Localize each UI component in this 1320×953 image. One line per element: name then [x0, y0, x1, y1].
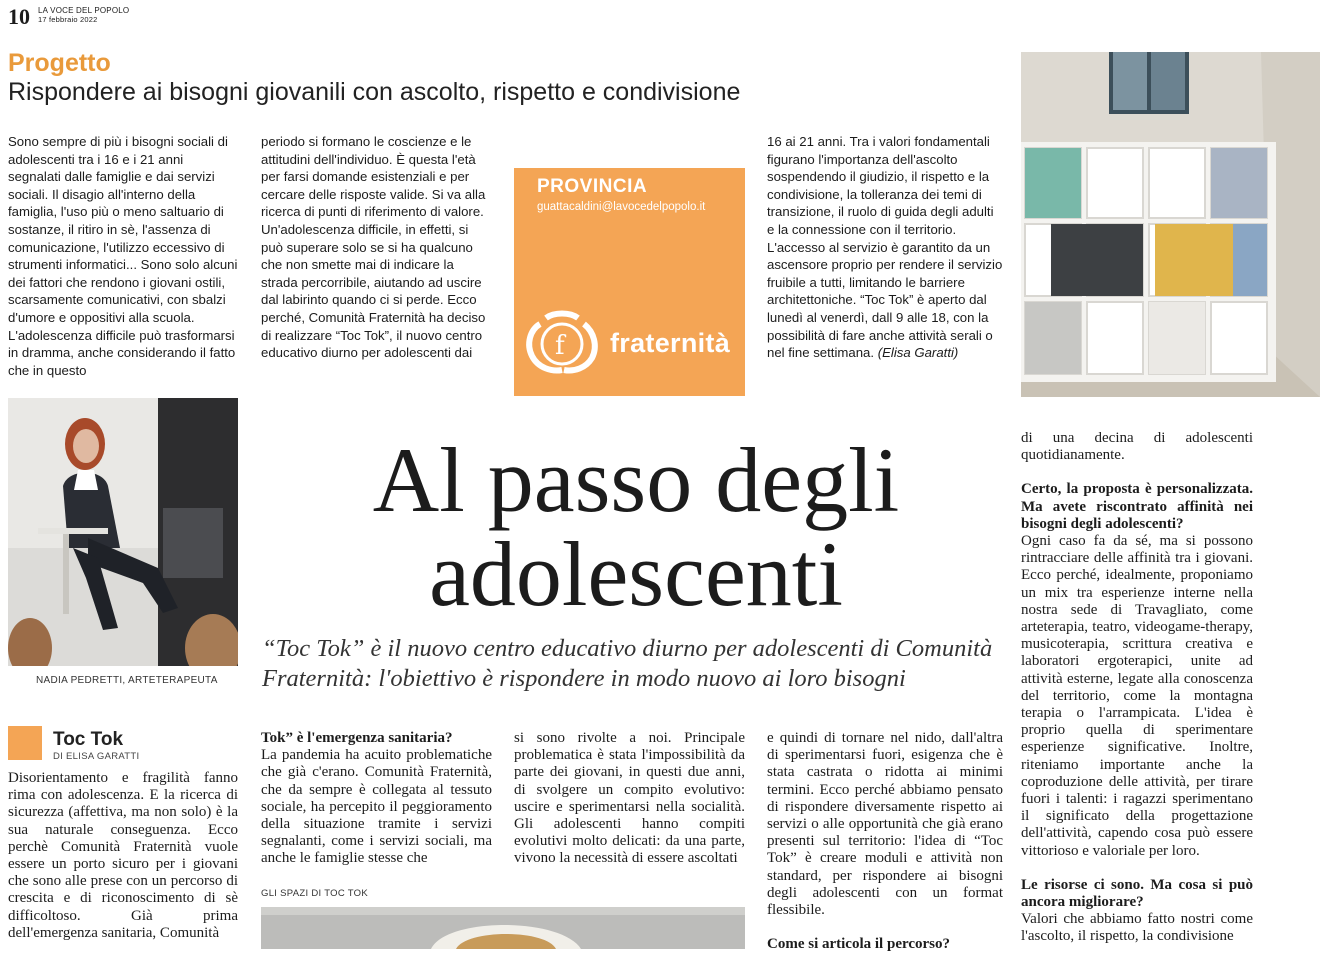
question-improve: Le risorse ci sono. Ma cosa si può ancora migliorare?	[1021, 876, 1253, 911]
publication-name: LA VOCE DEL POPOLO	[38, 6, 130, 15]
portrait-caption: NADIA PEDRETTI, ARTETERAPEUTA	[36, 675, 218, 686]
issue-date: 17 febbraio 2022	[38, 15, 98, 24]
fraternita-logo-icon	[522, 310, 602, 376]
main-headline-line-2: adolescenti	[429, 523, 843, 625]
body-column-1: Disorientamento e fragilità fanno rima con adolescenza. E la ricerca di sicurezza (affettiva, ma non solo) è la sua naturale conseguenza. Ecco perchè Comunità Fraternità vuole essere un porto sicuro per i giovani che sono alle prese con un percorso di crescita e di riconoscimento di sè difficoltoso. Già prima dell'emergenza sanitaria, Comunità	[8, 770, 238, 941]
byline-accent	[8, 726, 42, 760]
question-path: Come si articola il percorso?	[767, 936, 951, 953]
byline-title: Toc Tok	[53, 729, 124, 750]
main-headline-line-1: Al passo degli	[372, 429, 900, 531]
byline-author: DI ELISA GARATTI	[53, 751, 140, 762]
question-affinity: Certo, la proposta è personalizzata. Ma avete riscontrato affinità nei bisogni degli adolescenti?	[1021, 481, 1253, 532]
masthead	[38, 6, 129, 24]
answer-emergency: La pandemia ha acuito problematiche che già c'erano. Comunità Fraternità, che da sempre è collegata al tessuto sociale, ha percepito il peggioramento della situazione tramite i servizi segnalanti, come i servizi sociali, ma anche le famiglie stesse che	[261, 747, 492, 867]
answer-affinity: Ogni caso fa da sé, ma si possono rintracciare delle affinità tra i giovani. Ecco perché, idealmente, proponiamo un mix tra esperienze interne nella nostra sede di Travagliato, come arteterapia, teatro, videogame-therapy, musicoterapia, scrittura creativa e laboratori ergoterapici, unite ad attività esterne, legate alla conoscenza del territorio, come la montagna terapia o l'arrampicata. L'idea è proprio quella di sperimentare esperienze significative. Inoltre, riteniamo importante anche la coproduzione delle attività, per tirare fuori i talenti: i ragazzi sperimentano il significato della progettazione dell'attività, capendo cosa può essere vittorioso e valoriale per loro.	[1021, 533, 1253, 859]
fraternita-logo-text: fraternità	[610, 328, 731, 358]
question-emergency: Tok” è l'emergenza sanitaria?	[261, 730, 453, 746]
answer-improve: Valori che abbiamo fatto nostri come l'ascolto, il rispetto, la condivisione	[1021, 911, 1253, 945]
provincia-label: PROVINCIA	[537, 176, 648, 197]
top-article-column-3-text: 16 ai 21 anni. Tra i valori fondamentali figurano l'importanza dell'ascolto sospendendo il giudizio, il rispetto e la condivisione, la tolleranza dei temi di transizione, il ruolo di guida degli adulti e la connessione con il territorio. L'accesso al servizio è garantito da un ascensore proprio per rendere il servizio fruibile a tutti, limitando le barriere architettoniche. “Toc Tok” è aperto dal lunedì al venerdì, dall 9 alle 18, con la possibilità di fare anche attività serali o nel fine settimana.	[767, 134, 1003, 361]
body-column-4	[767, 730, 1003, 953]
main-headline	[262, 429, 1010, 625]
photo2-caption: GLI SPAZI DI TOC TOK	[261, 888, 369, 899]
portrait-photo	[8, 398, 238, 666]
room-photo	[1021, 52, 1320, 397]
section-title: Progetto	[8, 49, 111, 77]
subhead: “Toc Tok” è il nuovo centro educativo diurno per adolescenti di Comunità Fraternità: l'obiettivo è rispondere in modo nuovo ai loro bisogni	[262, 635, 993, 692]
body-column-5	[1021, 430, 1253, 946]
top-article-column-2: periodo si formano le coscienze e le attitudini dell'individuo. È questa l'età per farsi domande esistenziali e per cercare delle risposte valide. Si va alla ricerca di punti di riferimento di valore. Un'adolescenza difficile, in effetti, si può superare solo se si ha qualcuno che non smette mai di indicare la strada percorribile, aiutando ad uscire dal labirinto quando ci si perde. Ecco perché, Comunità Fraternità ha deciso di realizzare “Toc Tok”, il nuovo centro educativo diurno per adolescenti dai	[261, 134, 486, 361]
provincia-email[interactable]: guattacaldini@lavocedelpopolo.it	[537, 201, 706, 213]
body-column-5-intro: di una decina di adolescenti quotidianamente.	[1021, 430, 1253, 464]
spaces-photo	[261, 907, 745, 949]
logo-letter: f	[555, 331, 565, 361]
top-article-column-3	[767, 133, 1003, 362]
top-article-author: (Elisa Garatti)	[877, 345, 959, 361]
top-headline: Rispondere ai bisogni giovanili con ascolto, rispetto e condivisione	[8, 78, 741, 106]
page-number: 10	[8, 4, 30, 29]
top-article-column-1: Sono sempre di più i bisogni sociali di adolescenti tra i 16 e i 21 anni segnalati dalle famiglie e dai servizi sociali. Il disagio all'interno della famiglia, l'uso più o meno saltuario di sostanze, il ritiro in sè, l'assenza di comunicazione, l'utilizzo eccessivo di strumenti informatici... Sono solo alcuni dei fattori che rendono i giovani ostili, scarsamente comunicativi, con sbalzi d'umore e oppositivi alla scuola. L'adolescenza difficile può trasformarsi in dramma, anche considerando il fatto che in questo	[8, 134, 238, 378]
body-column-2	[261, 730, 492, 868]
body-column-4-text: e quindi di tornare nel nido, dall'altra di sperimentarsi fuori, esigenza che è stata castrata o ridotta ai minimi termini. Ecco perché abbiamo pensato di rispondere diversamente rispetto ai servizi o alle opportunità che già erano presenti sul territorio: l'idea di “Toc Tok” è creare moduli e attività non standard, per rispondere ai bisogni degli adolescenti con un format flessibile.	[767, 730, 1003, 919]
body-column-3: si sono rivolte a noi. Principale problematica è stata l'impossibilità da parte dei giovani, in questi due anni, di svolgere un compito evolutivo: uscire e sperimentarsi nella socialità. Gli adolescenti hanno compiti evolutivi molto delicati: da una parte, vivono la necessità di essere ascoltati	[514, 730, 745, 867]
